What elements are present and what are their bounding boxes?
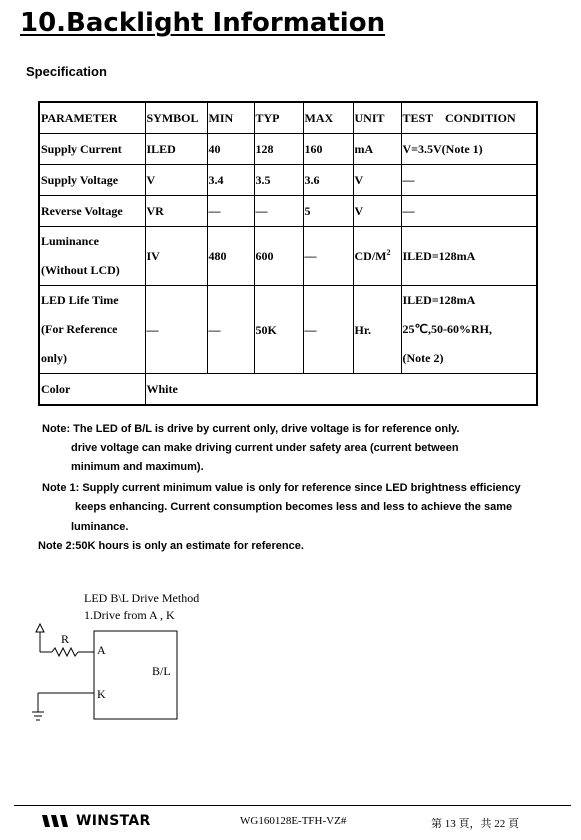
table-cell: ILED=128mA [401,227,537,286]
table-cell: 50K [254,286,303,374]
table-cell: 40 [207,134,254,165]
section-subtitle: Specification [26,64,107,79]
table-cell: — [303,286,353,374]
winstar-logo-icon [42,814,74,828]
table-cell: VR [145,196,207,227]
table-cell: White [145,374,537,406]
header-cell: MAX [303,102,353,134]
table-cell: — [207,286,254,374]
unit-superscript: 2 [386,248,391,257]
header-cell: TEST CONDITION [401,102,537,134]
note-line: luminance. [71,521,129,533]
table-cell: — [401,196,537,227]
table-cell: IV [145,227,207,286]
vcc-arrow-icon [36,624,44,632]
page-number: 第 13 頁，共 22 頁 [431,818,519,830]
table-cell: Supply Voltage [39,165,145,196]
note-line: Note 1: Supply current minimum value is only for reference since LED brightness efficiency [42,482,521,494]
cell-line: LED Life Time [41,293,119,307]
anode-label: A [97,643,106,657]
drive-method-subtitle: 1.Drive from A , K [84,608,175,622]
cell-line: (For Reference [41,322,118,336]
note-line: minimum and maximum). [71,461,204,473]
header-cell: SYMBOL [145,102,207,134]
table-cell: 3.6 [303,165,353,196]
table-cell: — [145,286,207,374]
table-cell: V [353,196,401,227]
note-line: keeps enhancing. Current consumption becomes less and less to achieve the same [75,501,513,513]
table-cell: mA [353,134,401,165]
table-cell: 3.4 [207,165,254,196]
brand-logo [42,812,151,830]
table-cell: — [303,227,353,286]
table-cell: 3.5 [254,165,303,196]
model-number: WG160128E-TFH-VZ# [240,815,347,827]
header-cell: MIN [207,102,254,134]
cell-line: ILED=128mA [402,293,476,307]
table-cell: 5 [303,196,353,227]
table-cell: — [254,196,303,227]
note-line: Note 2:50K hours is only an estimate for reference. [38,540,304,552]
table-cell: 480 [207,227,254,286]
table-cell: 600 [254,227,303,286]
resistor-icon [52,648,78,656]
table-cell: V [145,165,207,196]
table-cell: Color [39,374,145,406]
table-cell: 160 [303,134,353,165]
cell-line: 25℃,50-60%RH, [402,322,492,336]
table-cell: Reverse Voltage [39,196,145,227]
page-title: 10.Backlight Information [20,8,386,38]
cell-line: (Note 2) [402,351,444,365]
unit-base: CD/M [354,249,387,263]
cell-line: Luminance [41,234,100,248]
note-line: drive voltage can make driving current under safety area (current between [71,442,459,454]
note-line: Note: The LED of B/L is drive by current only, drive voltage is for reference only. [42,423,460,435]
table-cell: V [353,165,401,196]
backlight-label: B/L [152,664,171,678]
table-cell: Supply Current [39,134,145,165]
table-cell: — [401,165,537,196]
cell-line: only) [41,351,68,365]
drive-method-title: LED B\L Drive Method [84,591,200,605]
header-cell: TYP [254,102,303,134]
header-cell: PARAMETER [39,102,145,134]
header-cell: UNIT [353,102,401,134]
resistor-label: R [61,632,70,646]
table-cell: ILED [145,134,207,165]
table-cell: 128 [254,134,303,165]
cathode-label: K [97,687,106,701]
table-cell: Hr. [353,286,401,374]
table-cell: — [207,196,254,227]
footer-divider [14,805,571,806]
table-cell: V=3.5V(Note 1) [401,134,537,165]
brand-name: WINSTAR [76,813,151,829]
cell-line: (Without LCD) [41,263,120,277]
